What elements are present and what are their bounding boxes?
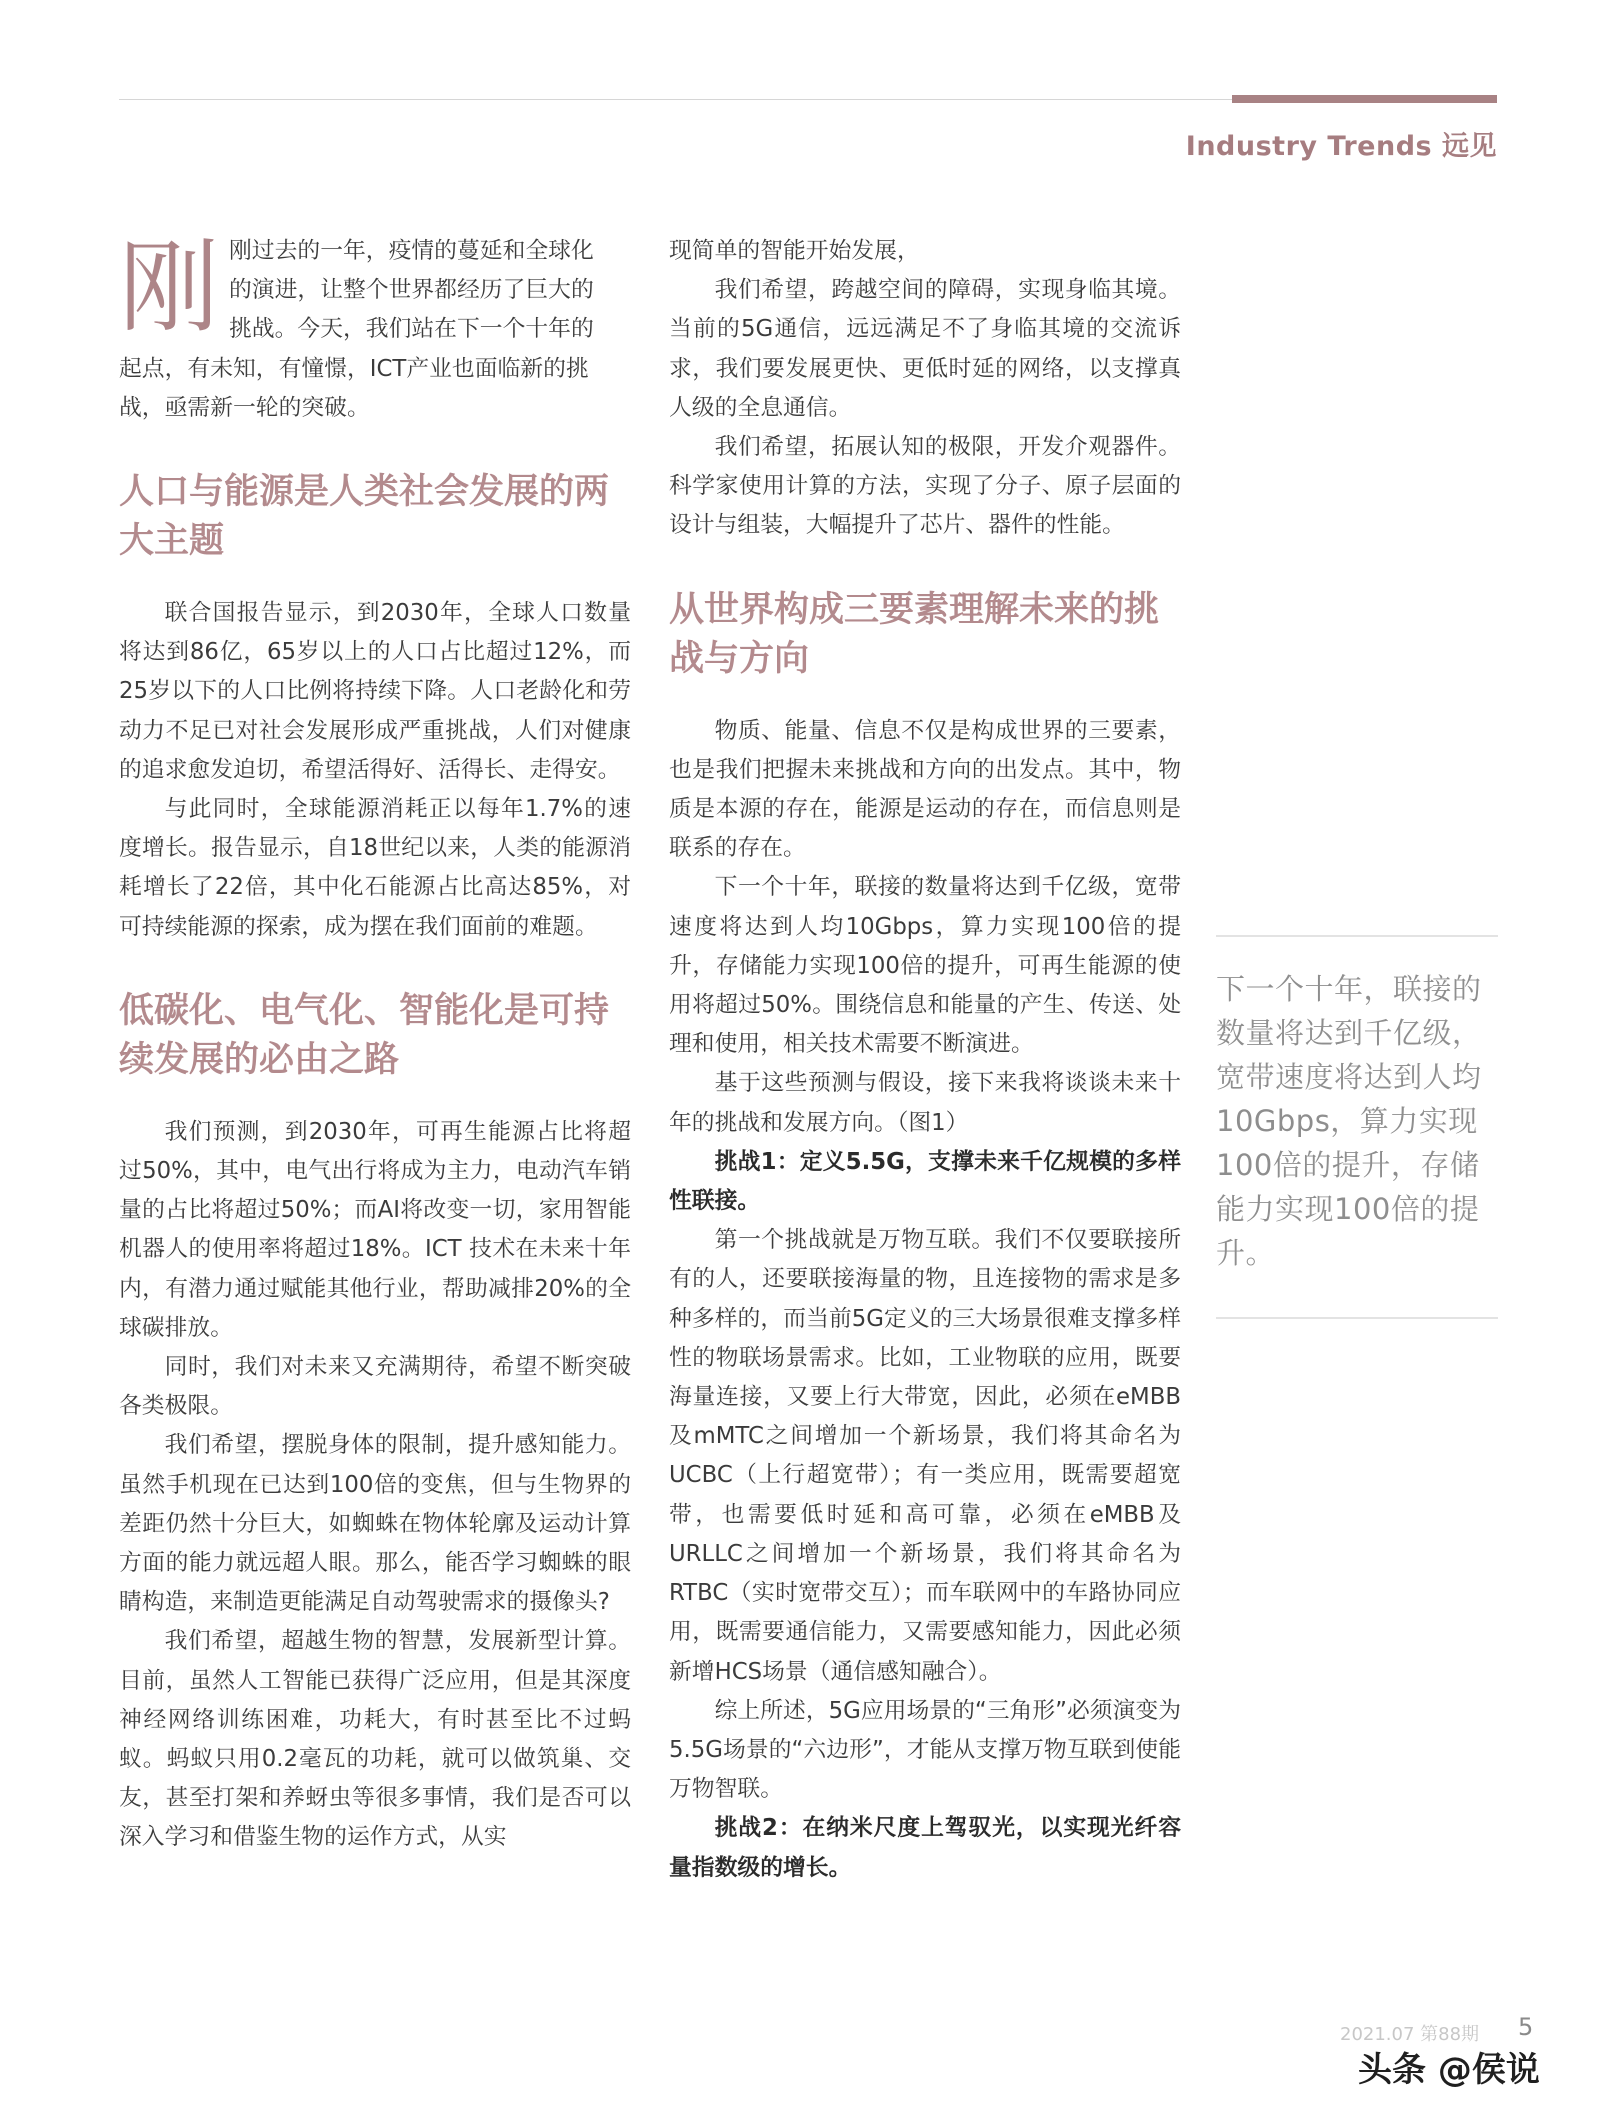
body-paragraph: 第一个挑战就是万物互联。我们不仅要联接所有的人，还要联接海量的物，且连接物的需求是多种多样的，而当前5G定义的三大场景很难支撑多样性的物联场景需求。比如，工业物联的应用，既要海量连接，又要上行大带宽，因此，必须在eMBB及mMTC之间增加一个新场景，我们将其命名为UCBC（上行超宽带）；有一类应用，既需要超宽带，也需要低时延和高可靠，必须在eMBB及URLLC之间增加一个新场景，我们将其命名为RTBC（实时宽带交互）；而车联网中的车路协同应用，既需要通信能力，又需要感知能力，因此必须新增HCS场景（通信感知融合）。 xyxy=(669,1227,1181,1685)
section-heading: 低碳化、电气化、智能化是可持续发展的必由之路 xyxy=(119,990,610,1080)
section-tag: Industry Trends 远见 xyxy=(1185,131,1497,162)
page-number: 5 xyxy=(1518,2013,1534,2041)
body-paragraph: 联合国报告显示，到2030年，全球人口数量将达到86亿，65岁以上的人口占比超过12%，而25岁以下的人口比例将持续下降。人口老龄化和劳动力不足已对社会发展形成严重挑战，人们对健康的追求愈发迫切，希望活得好、活得长、走得安。 xyxy=(119,600,631,783)
challenge-heading: 挑战2：在纳米尺度上驾驭光，以实现光纤容量指数级的增长。 xyxy=(669,1815,1181,1881)
intro-block xyxy=(119,229,631,428)
body-paragraph: 下一个十年，联接的数量将达到千亿级，宽带速度将达到人均10Gbps，算力实现100倍的提升，存储能力实现100倍的提升，可再生能源的使用将超过50%。围绕信息和能量的产生、传送、处理和使用，相关技术需要不断演进。 xyxy=(669,874,1181,1058)
body-paragraph: 我们希望，拓展认知的极限，开发介观器件。科学家使用计算的方法，实现了分子、原子层面的设计与组装，大幅提升了芯片、器件的性能。 xyxy=(669,434,1181,539)
intro-line: 起点，有未知，有憧憬，ICT产业也面临新的挑 xyxy=(119,355,589,382)
intro-line: 的演进，让整个世界都经历了巨大的 xyxy=(229,277,594,304)
body-paragraph: 我们预测，到2030年，可再生能源占比将超过50%，其中，电气出行将成为主力，电动汽车销量的占比将超过50%；而AI将改变一切，家用智能机器人的使用率将超过18%。ICT 技术在未来十年内，有潜力通过赋能其他行业，帮助减排20%的全球碳排放。 xyxy=(119,1118,631,1341)
pull-quote: 下一个十年，联接的数量将达到千亿级，宽带速度将达到人均10Gbps，算力实现100倍的提升，存储能力实现100倍的提升。 xyxy=(1216,935,1498,1319)
body-paragraph: 同时，我们对未来又充满期待，希望不断突破各类极限。 xyxy=(119,1354,631,1420)
section-heading: 从世界构成三要素理解未来的挑战与方向 xyxy=(669,589,1160,679)
intro-line: 战，亟需新一轮的突破。 xyxy=(119,394,370,421)
body-paragraph: 综上所述，5G应用场景的“三角形”必须演变为5.5G场景的“六边形”，才能从支撑万物互联到使能万物智联。 xyxy=(669,1697,1181,1803)
body-paragraph: 我们希望，超越生物的智慧，发展新型计算。目前，虽然人工智能已获得广泛应用，但是其深度神经网络训练困难，功耗大，有时甚至比不过蚂蚁。蚂蚁只用0.2毫瓦的功耗，就可以做筑巢、交友，甚至打架和养蚜虫等很多事情，我们是否可以深入学习和借鉴生物的运作方式，从实 xyxy=(119,1628,631,1851)
body-paragraph: 我们希望，摆脱身体的限制，提升感知能力。虽然手机现在已达到100倍的变焦，但与生物界的差距仍然十分巨大，如蜘蛛在物体轮廓及运动计算方面的能力就远超人眼。那么，能否学习蜘蛛的眼睛构造，来制造更能满足自动驾驶需求的摄像头? xyxy=(119,1432,631,1616)
watermark: 头条 @侯说 xyxy=(1358,2050,1540,2090)
intro-line: 刚过去的一年，疫情的蔓延和全球化 xyxy=(229,238,594,264)
body-paragraph: 现简单的智能开始发展， xyxy=(669,238,920,264)
body-paragraph: 与此同时，全球能源消耗正以每年1.7%的速度增长。报告显示，自18世纪以来，人类的能源消耗增长了22倍，其中化石能源占比高达85%，对可持续能源的探索，成为摆在我们面前的难题。 xyxy=(119,796,631,940)
intro-paragraph xyxy=(119,229,631,428)
drop-cap: 刚 xyxy=(119,229,219,346)
body-paragraph: 基于这些预测与假设，接下来我将谈谈未来十年的挑战和发展方向。（图1） xyxy=(669,1070,1181,1136)
left-column xyxy=(119,229,631,1858)
section-heading: 人口与能源是人类社会发展的两大主题 xyxy=(119,472,610,561)
middle-column xyxy=(669,232,1181,1888)
intro-line: 挑战。今天，我们站在下一个十年的 xyxy=(229,316,594,343)
challenge-heading: 挑战1：定义5.5G，支撑未来千亿规模的多样性联接。 xyxy=(669,1148,1181,1215)
body-paragraph: 物质、能量、信息不仅是构成世界的三要素，也是我们把握未来挑战和方向的出发点。其中，物质是本源的存在，能源是运动的存在，而信息则是联系的存在。 xyxy=(669,717,1181,862)
issue-date: 2021.07 第88期 xyxy=(1340,2024,1480,2045)
body-paragraph: 我们希望，跨越空间的障碍，实现身临其境。当前的5G通信，远远满足不了身临其境的交流诉求，我们要发展更快、更低时延的网络，以支撑真人级的全息通信。 xyxy=(669,277,1181,421)
header-accent-bar xyxy=(1232,95,1497,103)
